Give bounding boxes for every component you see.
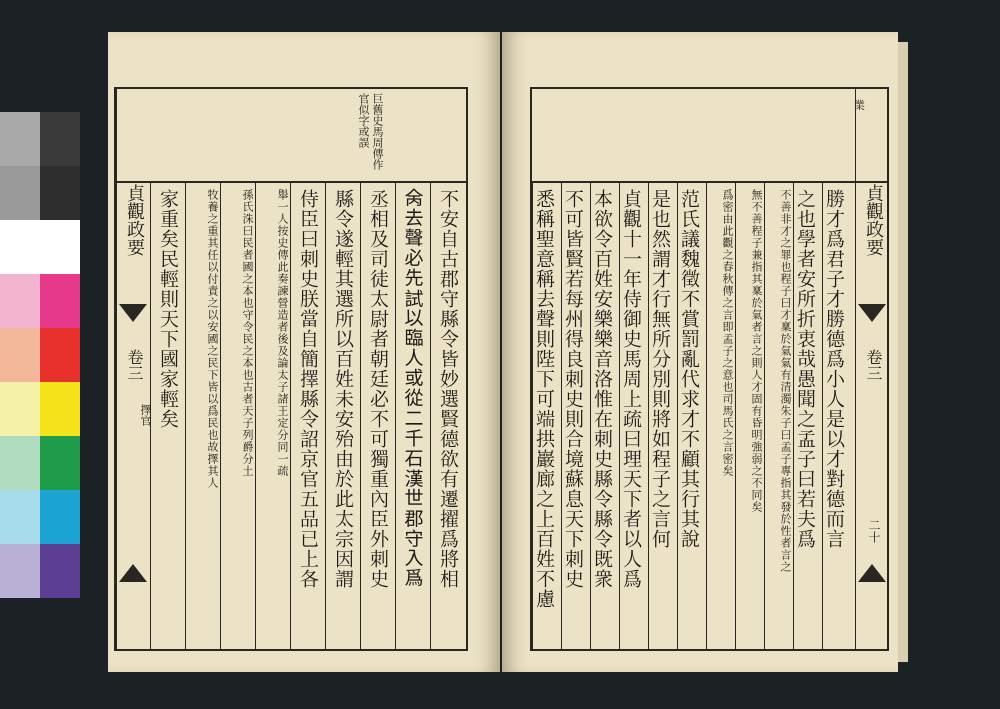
- text-column: 舉一人按史傳此奏諫營造者後及論太子諸王定分同一疏: [255, 183, 290, 649]
- text-column: 之也學者安所折衷哉愚聞之孟子曰若夫爲: [793, 183, 822, 649]
- text-column: 本欲令百姓安樂樂音洛惟在刺史縣令縣令既衆: [590, 183, 619, 649]
- left-banxin-section: 擇官: [139, 404, 152, 426]
- color-calibration-bar: [0, 112, 80, 598]
- color-swatch: [40, 544, 80, 598]
- left-banxin-title: 貞觀政要: [124, 184, 145, 256]
- open-book: [108, 32, 898, 672]
- color-swatch: [0, 436, 40, 490]
- text-column: 是也然謂才行無所分別則將如程子之言何: [648, 183, 677, 649]
- left-header-zone: [116, 89, 466, 183]
- color-swatch: [40, 436, 80, 490]
- right-banxin-title: 貞觀政要: [863, 184, 884, 256]
- text-column: 不善非才之罪也程子曰才稟於氣氣有清濁朱子曰孟子專指其發於性者言之: [764, 183, 793, 649]
- text-column: 家重矣民輕則天下國家輕矣: [150, 183, 185, 649]
- color-swatch: [0, 544, 40, 598]
- text-column: 孫氏洙曰民者國之本也守令民之本也古者天子列爵分土: [220, 183, 255, 649]
- page-edge: [898, 42, 908, 662]
- right-top-note: 業: [854, 99, 865, 112]
- right-banxin-page-number: 二十: [867, 519, 881, 543]
- left-banxin: [116, 89, 152, 649]
- color-swatch: [0, 382, 40, 436]
- text-column: 爲密由此觀之春秋傳之言即孟子之意也司馬氏之言密矣: [706, 183, 735, 649]
- color-swatch: [40, 328, 80, 382]
- text-column: 縣令遂輕其選所以百姓未安殆由於此太宗因謂: [325, 183, 360, 649]
- color-swatch: [40, 382, 80, 436]
- text-column: 𠇮去聲必先試以臨人或從二千石漢世郡守入爲: [395, 183, 430, 649]
- left-header-note: 巨舊史馬周傳作官似字或誤: [357, 93, 384, 170]
- fishtail-top-mark: [858, 304, 886, 322]
- right-banxin-volume: 卷三: [864, 349, 883, 381]
- text-column: 丞相及司徒太尉者朝廷必不可獨重內臣外刺史: [360, 183, 395, 649]
- color-swatch: [40, 274, 80, 328]
- right-page-frame: [530, 87, 889, 651]
- text-column: 貞觀十一年侍御史馬周上疏曰理天下者以人爲: [619, 183, 648, 649]
- text-column: 牧養之重其任以付責之以安國之民下皆以爲民也故擇其人: [185, 183, 220, 649]
- color-swatch: [0, 274, 40, 328]
- right-page: [502, 32, 898, 672]
- color-swatch: [0, 220, 40, 274]
- color-swatch: [40, 166, 80, 220]
- fishtail-bottom-mark: [119, 564, 147, 582]
- right-banxin: [855, 89, 888, 649]
- color-swatch: [0, 328, 40, 382]
- left-page-frame: [114, 87, 468, 651]
- text-column: 侍臣曰刺史朕當自簡擇縣令詔京官五品已上各: [290, 183, 325, 649]
- left-banxin-volume: 卷三: [125, 349, 144, 381]
- color-swatch: [40, 490, 80, 544]
- text-column: 無不善程子兼指其稟於氣者言之則人才固有昏明強弱之不同矣: [735, 183, 764, 649]
- color-swatch: [40, 112, 80, 166]
- text-column: 不安自古郡守縣令皆妙選賢德欲有遷擢爲將相: [430, 183, 465, 649]
- fishtail-bottom-mark: [858, 564, 886, 582]
- text-column: 勝才爲君子才勝德爲小人是以才對德而言: [822, 183, 851, 649]
- text-column: 不可皆賢若每州得良刺史則合境蘇息天下刺史: [561, 183, 590, 649]
- text-column: 范氏議魏徵不賞罰亂代求才不顧其行其說: [677, 183, 706, 649]
- color-swatch: [40, 220, 80, 274]
- color-swatch: [0, 166, 40, 220]
- color-swatch: [0, 112, 40, 166]
- color-swatch: [0, 490, 40, 544]
- text-column: 悉稱聖意稱去聲則陛下可端拱巖廊之上百姓不慮: [532, 183, 561, 649]
- right-header-zone: [532, 89, 887, 183]
- fishtail-top-mark: [119, 304, 147, 322]
- left-page: [108, 32, 500, 672]
